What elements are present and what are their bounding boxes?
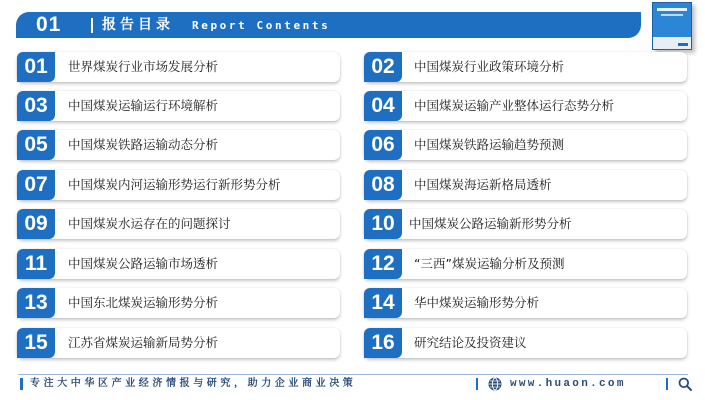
footer-divider (18, 374, 688, 375)
globe-icon (488, 377, 502, 391)
toc-item-15[interactable] (17, 328, 340, 358)
footer-separator (476, 378, 478, 390)
toc-item-05[interactable] (17, 130, 340, 160)
toc-item-label: 江苏省煤炭运输新局势分析 (68, 335, 219, 350)
toc-item-label: 世界煤炭行业市场发展分析 (68, 59, 219, 74)
toc-item-number: 12 (364, 249, 402, 279)
toc-item-number: 09 (17, 209, 55, 239)
toc-item-number: 06 (364, 130, 402, 160)
toc-item-13[interactable] (17, 288, 340, 318)
toc-item-label: 中国煤炭行业政策环境分析 (414, 59, 565, 74)
toc-item-label: 中国煤炭海运新格局透析 (414, 177, 552, 192)
toc-item-number: 03 (17, 91, 55, 121)
toc-item-label: “三西”煤炭运输分析及预测 (414, 256, 565, 271)
toc-item-11[interactable] (17, 249, 340, 279)
toc-item-number: 13 (17, 288, 55, 318)
search-icon[interactable] (678, 377, 692, 391)
footer-slogan: 专注大中华区产业经济情报与研究，助力企业商业决策 (30, 378, 357, 389)
cover-subtitle-bar (661, 14, 683, 16)
footer-separator (666, 378, 668, 390)
toc-item-label: 中国煤炭内河运输形势运行新形势分析 (68, 177, 281, 192)
toc-item-12[interactable] (364, 249, 687, 279)
footer-website-link[interactable]: www.huaon.com (510, 378, 626, 390)
toc-item-label: 中国煤炭运输运行环境解析 (68, 98, 219, 113)
cover-footer (653, 37, 691, 49)
toc-item-16[interactable] (364, 328, 687, 358)
toc-item-number: 04 (364, 91, 402, 121)
report-cover-thumbnail (652, 2, 692, 50)
toc-item-10[interactable] (364, 209, 687, 239)
toc-item-number: 11 (17, 249, 55, 279)
section-header (16, 12, 641, 38)
cover-logo-mark (678, 43, 688, 46)
toc-item-label: 中国煤炭水运存在的问题探讨 (68, 216, 231, 231)
toc-item-label: 研究结论及投资建议 (414, 335, 527, 350)
toc-item-label: 中国东北煤炭运输形势分析 (68, 295, 219, 310)
toc-item-09[interactable] (17, 209, 340, 239)
cover-title-bar (657, 8, 687, 11)
toc-item-01[interactable] (17, 52, 340, 82)
toc-item-07[interactable] (17, 170, 340, 200)
toc-item-04[interactable] (364, 91, 687, 121)
toc-item-08[interactable] (364, 170, 687, 200)
section-title: 报告目录 (102, 17, 174, 33)
footer-accent-bar (20, 378, 23, 390)
toc-item-06[interactable] (364, 130, 687, 160)
toc-item-14[interactable] (364, 288, 687, 318)
header-divider (91, 18, 93, 33)
toc-item-number: 07 (17, 170, 55, 200)
toc-item-number: 16 (364, 328, 402, 358)
toc-item-number: 02 (364, 52, 402, 82)
toc-item-number: 14 (364, 288, 402, 318)
toc-item-number: 10 (364, 209, 402, 239)
section-number: 01 (36, 13, 62, 36)
toc-item-number: 08 (364, 170, 402, 200)
toc-item-03[interactable] (17, 91, 340, 121)
toc-item-label: 中国煤炭公路运输新形势分析 (409, 216, 572, 231)
toc-item-02[interactable] (364, 52, 687, 82)
section-subtitle: Report Contents (192, 19, 331, 32)
toc-item-label: 中国煤炭运输产业整体运行态势分析 (414, 98, 615, 113)
toc-item-label: 中国煤炭铁路运输动态分析 (68, 137, 219, 152)
toc-item-label: 中国煤炭公路运输市场透析 (68, 256, 219, 271)
toc-item-number: 01 (17, 52, 55, 82)
toc-item-number: 05 (17, 130, 55, 160)
toc-item-number: 15 (17, 328, 55, 358)
toc-item-label: 华中煤炭运输形势分析 (414, 295, 540, 310)
toc-item-label: 中国煤炭铁路运输趋势预测 (414, 137, 565, 152)
